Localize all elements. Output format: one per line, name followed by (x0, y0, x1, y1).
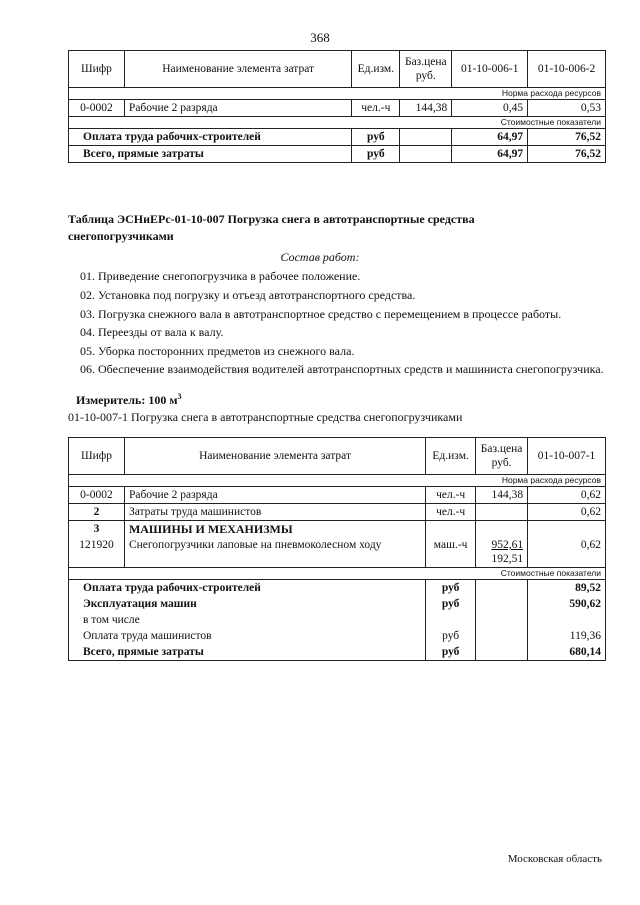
machine-code: 121920 (69, 537, 125, 568)
table-header-row (69, 438, 606, 475)
row-unit: чел.-ч (352, 100, 400, 117)
work-item: 02. Установка под погрузку и отъезд автотранспортного средства. (80, 288, 416, 302)
total-v1: 89,52 (528, 580, 606, 597)
table-row (69, 100, 606, 117)
machine-name: Снегопогрузчики лаповые на пневмоколесном ходу (124, 537, 425, 568)
machine-row (69, 537, 606, 568)
machine-price (476, 537, 528, 568)
row-name: Рабочие 2 разряда (124, 100, 351, 117)
work-item: 05. Уборка посторонних предметов из снежного вала. (80, 344, 355, 358)
table-01-10-006 (68, 50, 606, 163)
total-name: Оплата труда машинистов (69, 628, 426, 644)
total-v1: 119,36 (528, 628, 606, 644)
work-item: 06. Обеспечение взаимодействия водителей автотранспортных средств и машиниста снегопогрузчика. (80, 362, 604, 376)
row-price: 144,38 (476, 487, 528, 504)
machine-price-bottom: 192,51 (491, 553, 524, 565)
total-row (69, 612, 606, 628)
work-item: 04. Переезды от вала к валу. (80, 325, 224, 339)
row-code: 0-0002 (69, 100, 125, 117)
total-name: Оплата труда рабочих-строителей (69, 129, 352, 146)
header-col1: 01-10-006-1 (452, 51, 528, 88)
total-row (69, 596, 606, 612)
total-v1: 680,14 (528, 644, 606, 661)
table-row (69, 504, 606, 521)
row-v1: 0,62 (528, 504, 606, 521)
total-v2: 76,52 (528, 146, 606, 163)
cost-label: Стоимостные показатели (69, 568, 606, 580)
total-v2: 76,52 (528, 129, 606, 146)
total-v1: 64,97 (452, 129, 528, 146)
row-v1: 0,62 (528, 487, 606, 504)
row-code: 0-0002 (69, 487, 125, 504)
total-name: Всего, прямые затраты (69, 644, 426, 661)
header-unit: Ед.изм. (426, 438, 476, 475)
table-header-row (69, 51, 606, 88)
header-base-price: Баз.цена руб. (476, 438, 528, 475)
total-v1: 64,97 (452, 146, 528, 163)
row-price: 144,38 (400, 100, 452, 117)
total-name: Эксплуатация машин (69, 596, 426, 612)
total-v1: 590,62 (528, 596, 606, 612)
machine-price-top: 952,61 (491, 539, 524, 551)
table-row (69, 487, 606, 504)
measure-sup: 3 (177, 392, 182, 401)
machine-unit: маш.-ч (426, 537, 476, 568)
measure-unit (76, 392, 182, 408)
total-row (69, 580, 606, 597)
norm-label: Норма расхода ресурсов (69, 88, 606, 100)
row-price (476, 504, 528, 521)
row-name: Рабочие 2 разряда (124, 487, 425, 504)
total-name: Всего, прямые затраты (69, 146, 352, 163)
table-title: Таблица ЭСНиЕРс-01-10-007 Погрузка снега в автотранспортные средства снегопогрузчиками (68, 212, 475, 243)
machines-code: 3 (69, 521, 125, 538)
total-row (69, 628, 606, 644)
total-unit: руб (352, 146, 400, 163)
total-row (69, 146, 606, 163)
page-number: 368 (310, 30, 330, 45)
header-code: Шифр (69, 438, 125, 475)
total-unit: руб (426, 596, 476, 612)
total-unit: руб (426, 628, 476, 644)
row-v1: 0,45 (452, 100, 528, 117)
total-unit: руб (426, 644, 476, 661)
header-code: Шифр (69, 51, 125, 88)
total-unit (426, 612, 476, 628)
total-unit: руб (352, 129, 400, 146)
row-name: Затраты труда машинистов (124, 504, 425, 521)
total-name: в том числе (69, 612, 426, 628)
machine-v1: 0,62 (528, 537, 606, 568)
total-v1 (528, 612, 606, 628)
work-item: 01. Приведение снегопогрузчика в рабочее положение. (80, 269, 361, 283)
row-v2: 0,53 (528, 100, 606, 117)
total-name: Оплата труда рабочих-строителей (69, 580, 426, 597)
header-col2: 01-10-006-2 (528, 51, 606, 88)
header-col1: 01-10-007-1 (528, 438, 606, 475)
total-row (69, 129, 606, 146)
header-unit: Ед.изм. (352, 51, 400, 88)
total-unit: руб (426, 580, 476, 597)
norm-label: Норма расхода ресурсов (69, 475, 606, 487)
total-row (69, 644, 606, 661)
machines-title: МАШИНЫ И МЕХАНИЗМЫ (124, 521, 425, 538)
machines-group-row (69, 521, 606, 538)
code-line: 01-10-007-1 Погрузка снега в автотранспортные средства снегопогрузчиками (68, 410, 463, 424)
row-unit: чел.-ч (426, 487, 476, 504)
row-unit: чел.-ч (426, 504, 476, 521)
cost-label: Стоимостные показатели (69, 117, 606, 129)
work-composition-title: Состав работ: (280, 250, 360, 264)
measure-label: Измеритель: 100 м (76, 393, 178, 407)
header-name: Наименование элемента затрат (124, 51, 351, 88)
footer-region: Московская область (507, 853, 602, 865)
row-code: 2 (69, 504, 125, 521)
table-01-10-007 (68, 437, 606, 661)
header-name: Наименование элемента затрат (124, 438, 425, 475)
work-item: 03. Погрузка снежного вала в автотранспортное средство с перемещением в процессе работы. (80, 307, 562, 321)
header-base-price: Баз.цена руб. (400, 51, 452, 88)
